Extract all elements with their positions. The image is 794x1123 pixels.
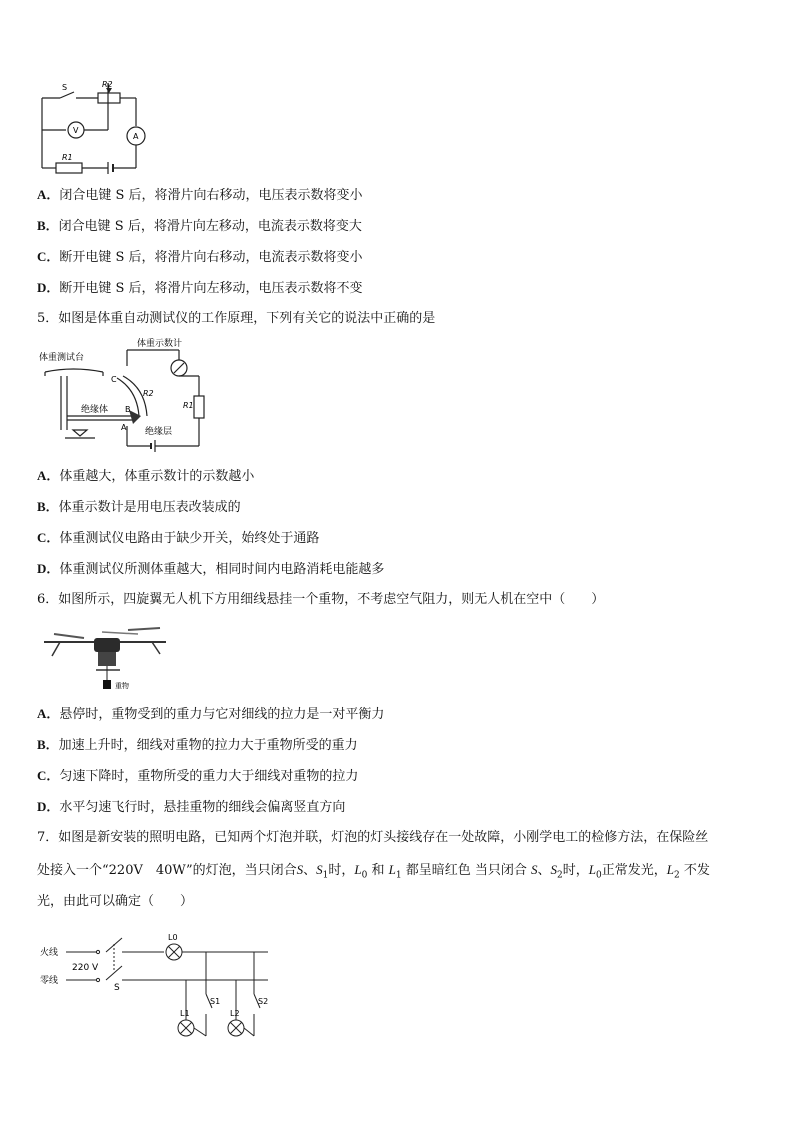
q5-option-c[interactable]: C．体重测试仪电路由于缺少开关，始终处于通路: [37, 530, 320, 546]
ammeter-label: A: [133, 132, 139, 141]
lamp-l2-label: L2: [230, 1009, 240, 1018]
switch-label: S: [62, 83, 68, 92]
insulator-label: 绝缘体: [81, 405, 109, 415]
r1-resistor-label: R1: [183, 401, 194, 410]
q5-option-b[interactable]: B．体重示数计是用电压表改装成的: [37, 499, 241, 515]
q6-option-a[interactable]: A．悬停时，重物受到的重力与它对细线的拉力是一对平衡力: [37, 706, 385, 722]
meter-label: 体重示数计: [137, 339, 183, 349]
weight-label: 重物: [115, 682, 129, 690]
voltage-label: 220 V: [72, 963, 99, 973]
point-a-label: A: [121, 423, 127, 432]
q6-option-c[interactable]: C．匀速下降时，重物所受的重力大于细线对重物的拉力: [37, 768, 359, 784]
r1-label: R1: [62, 153, 73, 162]
q7-stem-line1: 7．如图是新安装的照明电路，已知两个灯泡并联，灯泡的灯头接线存在一处故障，小刚学电工的检修方法，在保险丝: [37, 830, 709, 845]
lamp-l0-label: L0: [168, 933, 178, 942]
q4-option-c[interactable]: C．断开电键 S 后，将滑片向右移动，电流表示数将变小: [37, 249, 363, 265]
point-c-label: C: [111, 375, 117, 384]
weight-block: [103, 680, 111, 689]
voltmeter-label: V: [73, 126, 79, 135]
live-wire-label: 火线: [40, 948, 59, 958]
q6-option-d[interactable]: D．水平匀速飞行时，悬挂重物的细线会偏离竖直方向: [37, 799, 346, 815]
q6-stem: 6．如图所示，四旋翼无人机下方用细线悬挂一个重物，不考虑空气阻力，则无人机在空中（ ）: [37, 592, 605, 607]
lamp-l1-label: L1: [180, 1009, 190, 1018]
neutral-wire-label: 零线: [40, 976, 59, 986]
q6-option-b[interactable]: B．加速上升时，细线对重物的拉力大于重物所受的重力: [37, 737, 358, 753]
switch-s1-label: S1: [210, 997, 221, 1006]
point-b-label: B: [125, 405, 131, 414]
q4-option-a[interactable]: A．闭合电键 S 后，将滑片向右移动，电压表示数将变小: [37, 187, 363, 203]
circuit-diagram-q4: [36, 78, 156, 178]
q7-stem-line3: 光，由此可以确定（ ）: [37, 894, 194, 909]
weight-tester-diagram: [37, 338, 217, 453]
main-switch-label: S: [114, 983, 120, 993]
r2-label: R2: [102, 80, 113, 89]
q4-option-b[interactable]: B．闭合电键 S 后，将滑片向左移动，电流表示数将变大: [37, 218, 362, 234]
drone-image: [40, 620, 170, 696]
platform-label: 体重测试台: [39, 353, 85, 363]
q5-stem: 5．如图是体重自动测试仪的工作原理，下列有关它的说法中正确的是: [37, 311, 436, 326]
insulation-layer-label: 绝缘层: [145, 427, 173, 437]
q7-stem-line2: 处接入一个“220V 40W”的灯泡，当只闭合S、$S_1$时，$L_0$ 和 $L_1$ 都呈暗红色 当只闭合 S、$S_2$时，$L_0$正常发光，$L_2$ 不发: [37, 862, 710, 881]
r2-resistor-label: R2: [143, 389, 154, 398]
q5-option-d[interactable]: D．体重测试仪所测体重越大，相同时间内电路消耗电能越多: [37, 561, 385, 577]
drone-icon: [44, 628, 166, 680]
lighting-circuit-diagram: [40, 924, 280, 1039]
q4-option-d[interactable]: D．断开电键 S 后，将滑片向左移动，电压表示数将不变: [37, 280, 363, 296]
switch-s2-label: S2: [258, 997, 269, 1006]
q5-option-a[interactable]: A．体重越大，体重示数计的示数越小: [37, 468, 255, 484]
